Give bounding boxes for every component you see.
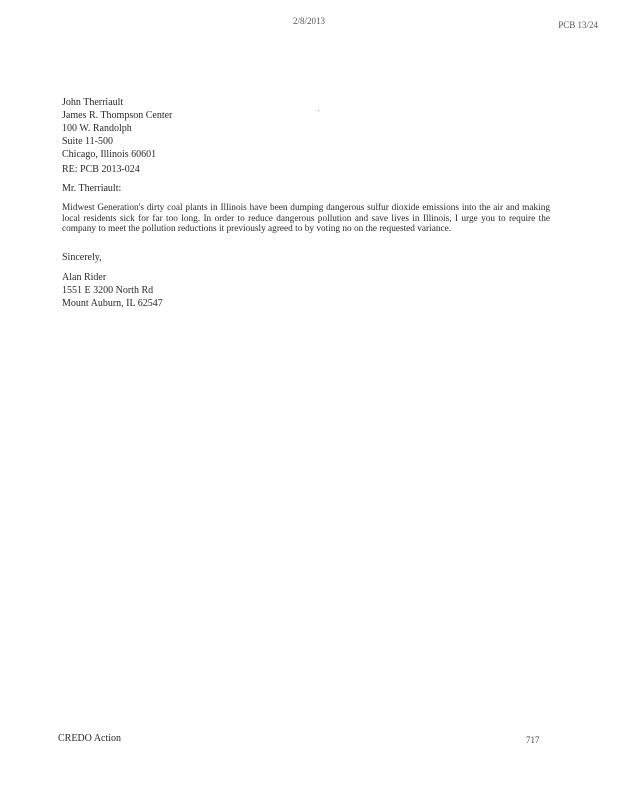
recipient-street: 100 W. Randolph bbox=[62, 123, 132, 134]
stray-mark bbox=[318, 110, 319, 111]
header-date: 2/8/2013 bbox=[292, 16, 325, 26]
recipient-city-state-zip: Chicago, Illinois 60601 bbox=[62, 149, 157, 160]
footer-organization: CREDO Action bbox=[58, 733, 122, 744]
letter-body: Midwest Generation's dirty coal plants in Illinois have been dumping dangerous sulfur dioxide emissions into the air and making local residents sick for far too long. In order to reduce dangerous pollution and save lives in Illinois, I urge you to require the company to meet the pollution reductions it previously agreed to by voting no on the requested variance. bbox=[62, 203, 550, 234]
recipient-address bbox=[62, 96, 172, 161]
closing: Sincerely, bbox=[62, 252, 102, 263]
header-case-number: PCB 13/24 bbox=[558, 20, 598, 30]
sender-street: 1551 E 3200 North Rd bbox=[62, 285, 154, 296]
salutation: Mr. Therriault: bbox=[62, 183, 122, 194]
recipient-suite: Suite 11-500 bbox=[62, 136, 114, 147]
footer-page-number: 717 bbox=[526, 735, 540, 745]
sender-signature bbox=[62, 271, 163, 310]
reference-line: RE: PCB 2013-024 bbox=[62, 164, 140, 175]
sender-city-state-zip: Mount Auburn, IL 62547 bbox=[62, 298, 163, 309]
recipient-name: John Therriault bbox=[62, 97, 124, 108]
recipient-building: James R. Thompson Center bbox=[62, 110, 173, 121]
sender-name: Alan Rider bbox=[62, 272, 107, 283]
